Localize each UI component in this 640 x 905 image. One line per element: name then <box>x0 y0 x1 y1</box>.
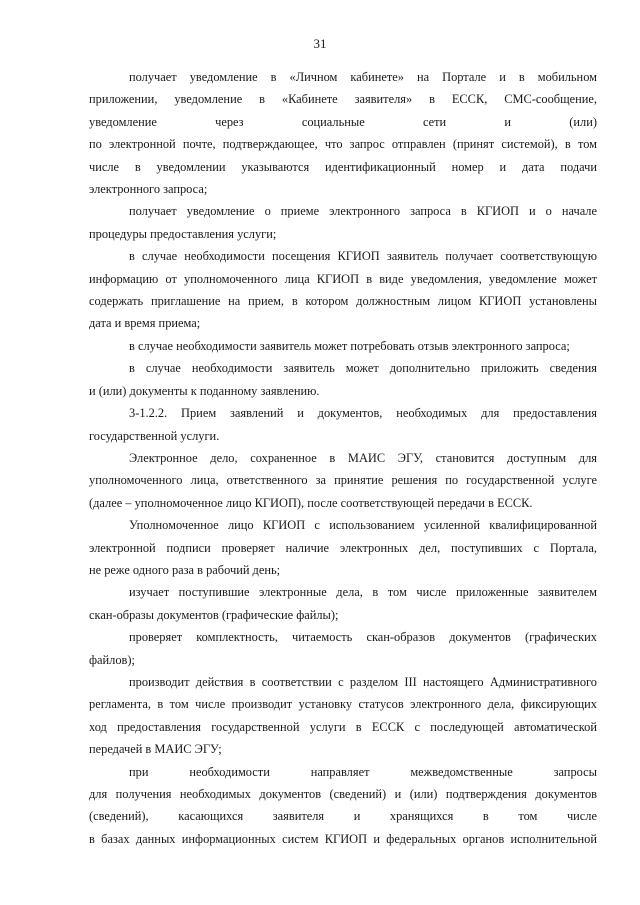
text-line: регламента, в том числе производит установку статусов электронного дела, фиксирующих <box>89 697 597 712</box>
paragraph-actions-section-iii <box>89 671 597 761</box>
text-line: государственной услуги. <box>89 428 220 443</box>
text-line: Электронное дело, сохраненное в МАИС ЭГУ, становится доступным для <box>129 450 597 465</box>
text-line: процедуры предоставления услуги; <box>89 226 277 241</box>
page-number: 31 <box>313 36 327 51</box>
word: направляет <box>310 764 370 779</box>
word: социальные <box>301 114 365 129</box>
text-line: для получения необходимых документов (сведений) и (или) подтверждения документов <box>89 787 597 801</box>
word: при <box>129 764 149 779</box>
text-line: приложении, уведомление в «Кабинете заявителя» в ЕССК, СМС-сообщение, <box>89 92 597 107</box>
text-line: в случае необходимости заявитель может дополнительно приложить сведения <box>129 361 597 376</box>
text-line: скан-образы документов (графические файлы); <box>89 607 339 622</box>
word: в <box>482 809 489 824</box>
text-line: проверяет комплектность, читаемость скан-образов документов (графических <box>129 630 597 645</box>
text-line: в случае необходимости посещения КГИОП заявитель получает соответствующую <box>129 249 597 264</box>
text-line: не реже одного раза в рабочий день; <box>89 562 281 577</box>
paragraph-interagency-requests <box>89 761 597 851</box>
text-line: получает уведомление о приеме электронного запроса в КГИОП и о начале <box>129 204 597 219</box>
text-line: производит действия в соответствии с разделом III настоящего Административного <box>129 674 597 689</box>
text-line: уполномоченного лица, ответственного за принятие решения по государственной услуге <box>89 473 597 488</box>
word: заявителя <box>272 809 325 824</box>
text-line: в случае необходимости заявитель может потребовать отзыв электронного запроса; <box>129 338 570 353</box>
text-line: (далее – уполномоченное лицо КГИОП), после соответствующей передачи в ЕССК. <box>89 495 533 510</box>
text-line-spaced <box>89 111 597 133</box>
text-line: изучает поступившие электронные дела, в том числе приложенные заявителем <box>129 585 597 600</box>
paragraph-notification-portal <box>89 66 597 200</box>
section-heading-3-1-2-2 <box>89 402 597 447</box>
text-line: Уполномоченное лицо КГИОП с использованием усиленной квалифицированной <box>129 518 597 533</box>
word: и <box>504 114 512 129</box>
word: касающихся <box>178 809 244 824</box>
text-line: и (или) документы к поданному заявлению. <box>89 383 320 398</box>
word: (или) <box>569 114 597 129</box>
word: числе <box>566 809 597 824</box>
text-line: информацию от уполномоченного лица КГИОП в виде уведомления, уведомление может <box>89 271 597 286</box>
paragraph-visit-invitation <box>89 245 597 335</box>
text-line: дата и время приема; <box>89 316 201 331</box>
document-body <box>89 66 597 850</box>
text-line: электронного запроса; <box>89 182 208 197</box>
word: (сведений), <box>89 809 149 824</box>
text-line: 3-1.2.2. Прием заявлений и документов, необходимых для предоставления <box>129 406 597 421</box>
word: уведомление <box>89 114 157 129</box>
text-line-spaced <box>89 805 597 827</box>
text-line: получает уведомление в «Личном кабинете» на Портале и в мобильном <box>129 70 597 84</box>
paragraph-additional-documents <box>89 357 597 402</box>
text-line: ход предоставления государственной услуги в ЕССК с последующей автоматической <box>89 719 597 734</box>
text-line: электронной подписи проверяет наличие электронных дел, поступивших с Портала, <box>89 540 597 555</box>
word: запросы <box>553 764 597 779</box>
word: сети <box>422 114 447 129</box>
word: хранящихся <box>389 809 454 824</box>
text-line-spaced <box>89 761 597 783</box>
text-line: передачей в МАИС ЭГУ; <box>89 742 222 757</box>
paragraph-receipt-notification <box>89 200 597 245</box>
text-line: в базах данных информационных систем КГИОП и федеральных органов исполнительной <box>89 831 597 846</box>
text-line: числе в уведомлении указываются идентификационный номер и дата подачи <box>89 159 597 174</box>
text-line: файлов); <box>89 652 135 667</box>
word: через <box>215 114 244 129</box>
paragraph-request-withdrawal <box>89 335 597 357</box>
word: и <box>353 809 361 824</box>
word: межведомственные <box>410 764 513 779</box>
text-line: по электронной почте, подтверждающее, что запрос отправлен (принят системой), в том <box>89 137 597 152</box>
paragraph-electronic-case <box>89 447 597 514</box>
paragraph-signature-check <box>89 514 597 581</box>
paragraph-check-completeness <box>89 626 597 671</box>
word: необходимости <box>189 764 270 779</box>
word: том <box>518 809 538 824</box>
paragraph-study-cases <box>89 581 597 626</box>
text-line: содержать приглашение на прием, в котором должностным лицом КГИОП установлены <box>89 294 597 309</box>
